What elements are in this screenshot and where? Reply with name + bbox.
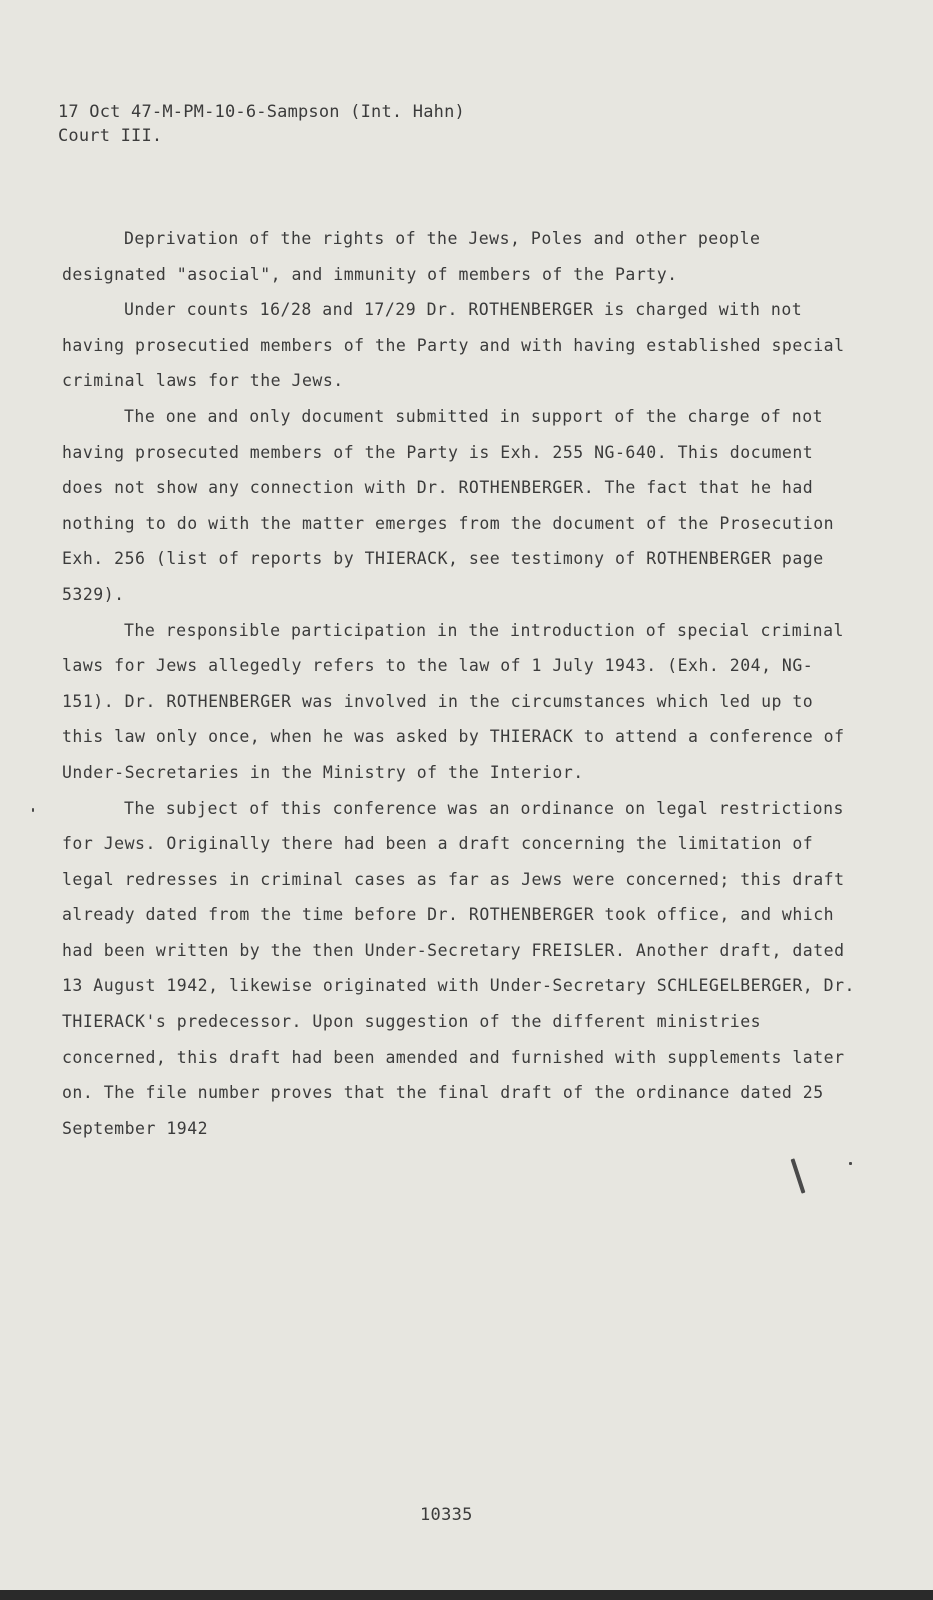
paragraph-1: Deprivation of the rights of the Jews, Poles and other people designated "asocial", and immunity of members of the Party. (62, 229, 761, 284)
header-line-session: 17 Oct 47-M-PM-10-6-Sampson (Int. Hahn) (58, 102, 465, 122)
paragraph-2: Under counts 16/28 and 17/29 Dr. ROTHENBERGER is charged with not having prosecutied members of the Party and with having established special criminal laws for the Jews. (62, 300, 845, 391)
page-number: 10335 (420, 1505, 473, 1525)
document-header (58, 100, 465, 148)
paragraph-4: The responsible participation in the introduction of special criminal laws for Jews allegedly refers to the law of 1 July 1943. (Exh. 204, NG-151). Dr. ROTHENBERGER was involved in the circumstances which led up to this law only once, when he was asked by THIERACK to attend a conference of Under-Secretaries in the Ministry of the Interior. (62, 620, 845, 782)
header-line-court: Court III. (58, 126, 163, 146)
document-body (62, 221, 862, 1146)
paragraph-5: The subject of this conference was an ordinance on legal restrictions for Jews. Originally there had been a draft concerning the limitation of legal redresses in criminal cases as far as Jews were concerned; this draft already dated from the time before Dr. ROTHENBERGER took office, and which had been written by the then Under-Secretary FREISLER. Another draft, dated 13 August 1942, likewise originated with Under-Secretary SCHLEGELBERGER, Dr. THIERACK's predecessor. Upon suggestion of the different ministries concerned, this draft had been amended and furnished with supplements later on. The file number proves that the final draft of the ordinance dated 25 September 1942 (62, 798, 855, 1138)
paragraph-3: The one and only document submitted in support of the charge of not having prosecuted members of the Party is Exh. 255 NG-640. This document does not show any connection with Dr. ROTHENBERGER. The fact that he had nothing to do with the matter emerges from the document of the Prosecution Exh. 256 (list of reports by THIERACK, see testimony of ROTHENBERGER page 5329). (62, 406, 835, 604)
ink-speck (849, 1162, 852, 1165)
ink-speck (32, 808, 34, 812)
ink-mark (791, 1158, 806, 1193)
